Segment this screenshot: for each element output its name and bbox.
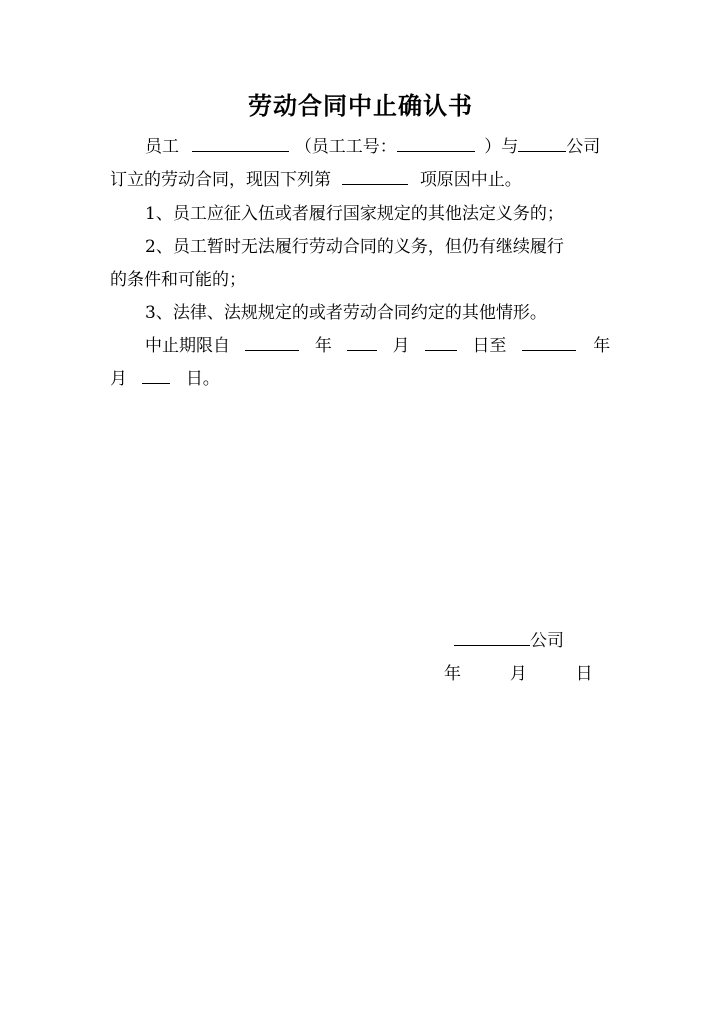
period-lead: 中止期限自 (145, 336, 230, 356)
period-year-label: 年 (314, 336, 332, 356)
start-year-blank[interactable] (245, 336, 299, 351)
end-day-blank[interactable] (142, 369, 170, 384)
period-day-end-label: 日。 (185, 369, 220, 389)
period-line-2 (110, 369, 220, 389)
signature-year-label: 年 (444, 664, 461, 684)
employee-id-label: （员工工号： (294, 137, 397, 157)
start-month-blank[interactable] (347, 336, 377, 351)
with-label: ）与 (484, 137, 519, 157)
item-2-line-1: 2、员工暂时无法履行劳动合同的义务，但仍有继续履行 (145, 237, 564, 257)
item-1: 1、员工应征入伍或者履行国家规定的其他法定义务的； (145, 204, 564, 224)
period-day-to-label: 日至 (472, 336, 507, 356)
signature-day-label: 日 (575, 664, 593, 684)
item-3: 3、法律、法规规定的或者劳动合同约定的其他情形。 (145, 303, 547, 323)
period-month-label: 月 (392, 336, 410, 356)
paragraph-employee-line (145, 137, 600, 157)
company-label: 公司 (566, 137, 601, 157)
period-line (145, 336, 610, 356)
company-name-blank[interactable] (518, 137, 566, 152)
end-year-blank[interactable] (522, 336, 576, 351)
employee-label: 员工 (145, 137, 179, 157)
employee-id-blank[interactable] (397, 137, 475, 152)
reason-suffix: 项原因中止。 (419, 170, 522, 190)
signature-company-blank[interactable] (454, 631, 530, 646)
item-2-line-2: 的条件和可能的； (110, 270, 246, 290)
start-day-blank[interactable] (425, 336, 457, 351)
signature-company-label: 公司 (530, 631, 564, 651)
employee-name-blank[interactable] (192, 137, 289, 152)
contract-text: 订立的劳动合同，现因下列第 (110, 170, 331, 190)
signature-date (444, 659, 593, 684)
reason-number-blank[interactable] (342, 170, 408, 185)
document-title: 劳动合同中止确认书 (248, 91, 473, 120)
signature-month-label: 月 (509, 664, 527, 684)
paragraph-contract-line (110, 170, 522, 190)
period-year2-label: 年 (593, 336, 611, 356)
period-month2-label: 月 (110, 369, 127, 389)
signature-company (454, 626, 564, 651)
